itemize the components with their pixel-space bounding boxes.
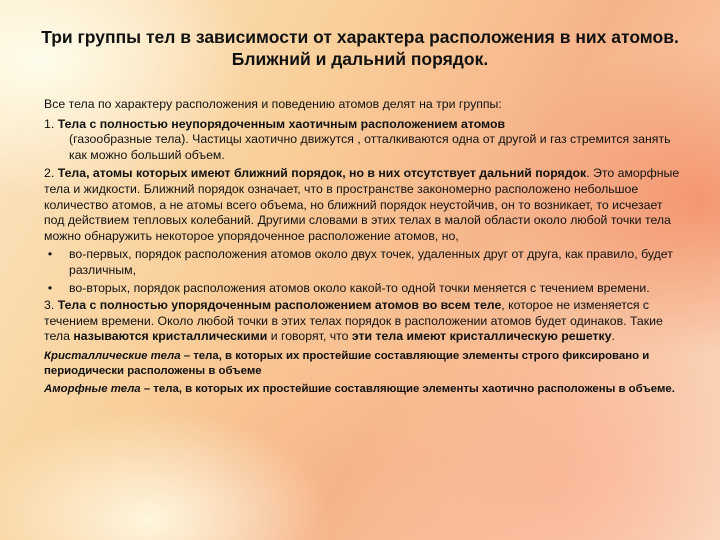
definition-amorphous-text: – тела, в которых их простейшие составляющие элементы хаотично расположены в объеме. (143, 383, 675, 396)
bullet-marker: • (47, 247, 53, 262)
group-1-heading: Тела с полностью неупорядоченным хаотичным расположением атомов (57, 116, 506, 131)
group-3-text-2: и говорят, что (270, 329, 349, 344)
group-2-number: 2. (44, 166, 55, 181)
group-3-heading: Тела с полностью упорядоченным расположением атомов во всем теле (57, 298, 502, 313)
bullet-item (44, 281, 684, 297)
group-2 (44, 166, 684, 244)
group-2-heading: Тела, атомы которых имеют ближний порядок, но в них отсутствует дальний порядок (57, 166, 587, 181)
group-3 (44, 298, 684, 345)
bullet-text-1: во-первых, порядок расположения атомов около двух точек, удаленных друг от друга, как правило, будет различным, (69, 247, 673, 277)
bullet-marker: • (47, 280, 53, 295)
definition-crystalline-text: – тела, в которых их простейшие составляющие элементы строго фиксировано и периодически расположены в объеме (44, 349, 650, 377)
definition-amorphous (44, 382, 684, 397)
definition-crystalline-term: Кристаллические тела (44, 349, 181, 362)
group-3-text: , которое не изменяется с течением времени. Около любой точки в этих телах порядок в расположении атомов будет одинаков. Такие тела (44, 298, 663, 344)
group-3-end: . (611, 329, 615, 344)
bullet-item (44, 247, 684, 278)
group-3-bold-2: называются кристаллическими (73, 329, 268, 344)
slide-title: Три группы тел в зависимости от характера расположения в них атомов. Ближний и дальний порядок. (41, 27, 679, 69)
group-3-bold-3: эти тела имеют кристаллическую решетку (351, 329, 612, 344)
group-1 (44, 117, 684, 164)
bullet-text-2: во-вторых, порядок расположения атомов около какой-то одной точки меняется с течением времени. (69, 280, 650, 295)
group-1-text: (газообразные тела). Частицы хаотично движутся , отталкиваются одна от другой и газ стремится занять как можно больший объем. (69, 132, 671, 162)
definition-amorphous-term: Аморфные тела (44, 383, 141, 396)
slide-body (44, 97, 684, 397)
group-2-text: . Это аморфные тела и жидкости. Ближний порядок означает, что в пространстве закономерно расположено небольшое количество атомов, а не атомы всего объема, но ближний порядок неустойчив, он то возникает, то исчезает под действием тепловых колебаний. Другими словами в этих телах в малой области около любой точки тела можно обнаружить некоторое упорядоченное расположение атомов, но, (44, 166, 680, 243)
intro-text: Все тела по характеру расположения и поведению атомов делят на три группы: (44, 97, 502, 111)
group-3-number: 3. (44, 298, 55, 313)
definition-crystalline (44, 349, 684, 378)
group-1-number: 1. (44, 116, 55, 131)
